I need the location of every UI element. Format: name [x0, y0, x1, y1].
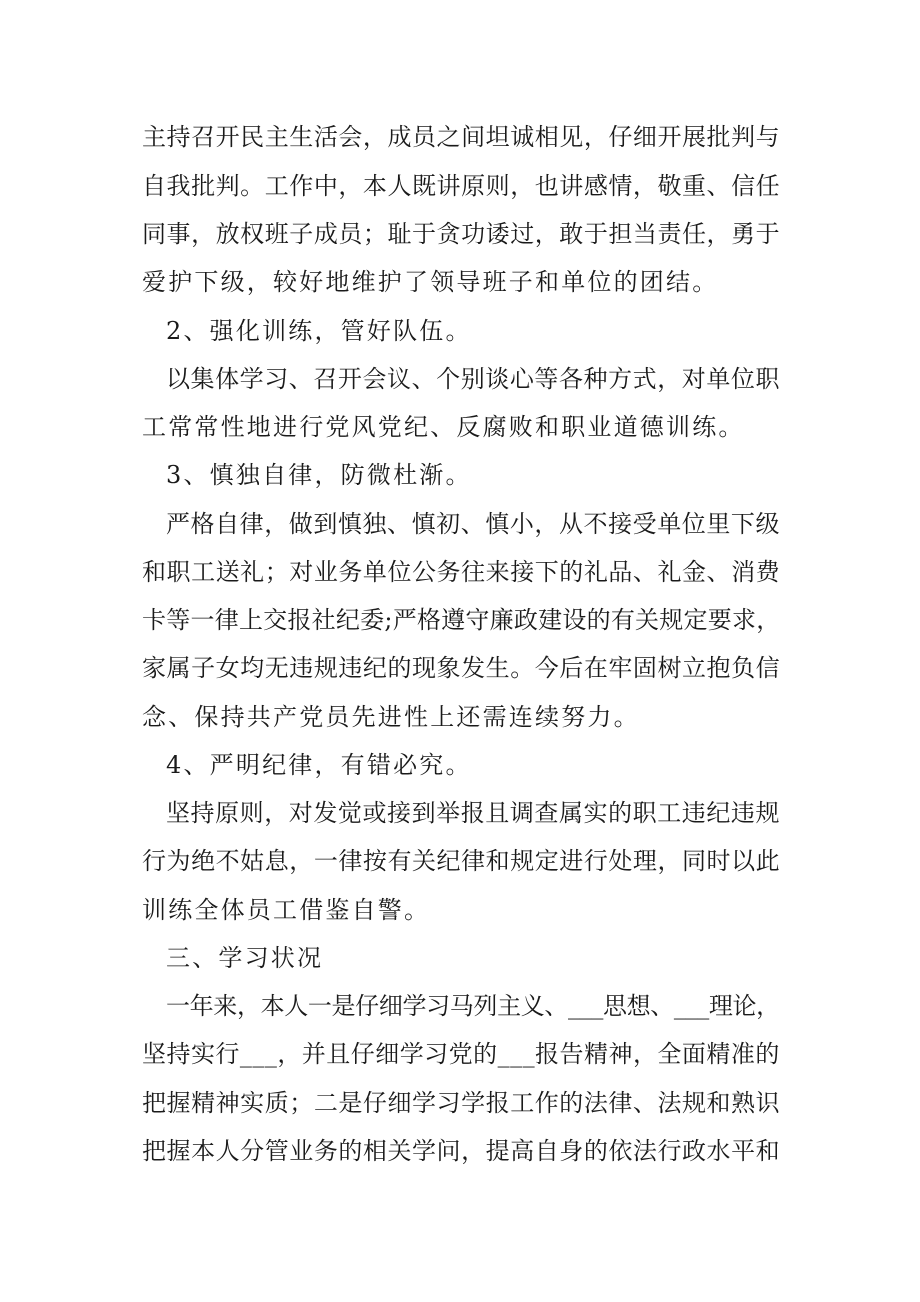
text-line: 念、保持共产党员先进性上还需连续努力。 [142, 703, 640, 731]
text-line: 行为绝不姑息，一律按有关纪律和规定进行处理，同时以此 [142, 847, 781, 875]
text-line: 自我批判。工作中，本人既讲原则，也讲感情，敬重、信任 [142, 172, 781, 200]
text-line: 同事，放权班子成员；耻于贪功诿过，敢于担当责任，勇于 [142, 220, 781, 248]
text-line: 家属子女均无违规违纪的现象发生。今后在牢固树立抱负信 [142, 654, 781, 682]
text-line: 爱护下级，较好地维护了领导班子和单位的团结。 [142, 268, 719, 296]
text-line: 把握本人分管业务的相关学问，提高自身的依法行政水平和 [142, 1137, 781, 1165]
text-line: 严格自律，做到慎独、慎初、慎小，从不接受单位里下级 [166, 510, 780, 538]
text-line: 主持召开民主生活会，成员之间坦诚相见，仔细开展批判与 [142, 123, 781, 151]
text-line: 以集体学习、召开会议、个别谈心等各种方式，对单位职 [166, 365, 780, 393]
section-heading: 4、严明纪律，有错必究。 [166, 751, 472, 779]
text-line: 一年来，本人一是仔细学习马列主义、___思想、___理论， [166, 992, 780, 1020]
text-line: 和职工送礼；对业务单位公务往来接下的礼品、礼金、消费 [142, 558, 781, 586]
section-heading: 2、强化训练，管好队伍。 [166, 317, 472, 345]
section-heading: 3、慎独自律，防微杜渐。 [166, 461, 472, 489]
text-line: 工常常性地进行党风党纪、反腐败和职业道德训练。 [142, 413, 745, 441]
text-line: 训练全体员工借鉴自警。 [142, 896, 431, 924]
text-line: 卡等一律上交报社纪委;严格遵守廉政建设的有关规定要求， [142, 606, 781, 634]
section-heading: 三、学习状况 [166, 944, 324, 972]
text-line: 把握精神实质；二是仔细学习学报工作的法律、法规和熟识 [142, 1089, 781, 1117]
text-line: 坚持原则，对发觉或接到举报且调查属实的职工违纪违规 [166, 799, 780, 827]
text-line: 坚持实行___，并且仔细学习党的___报告精神，全面精准的 [142, 1040, 780, 1068]
